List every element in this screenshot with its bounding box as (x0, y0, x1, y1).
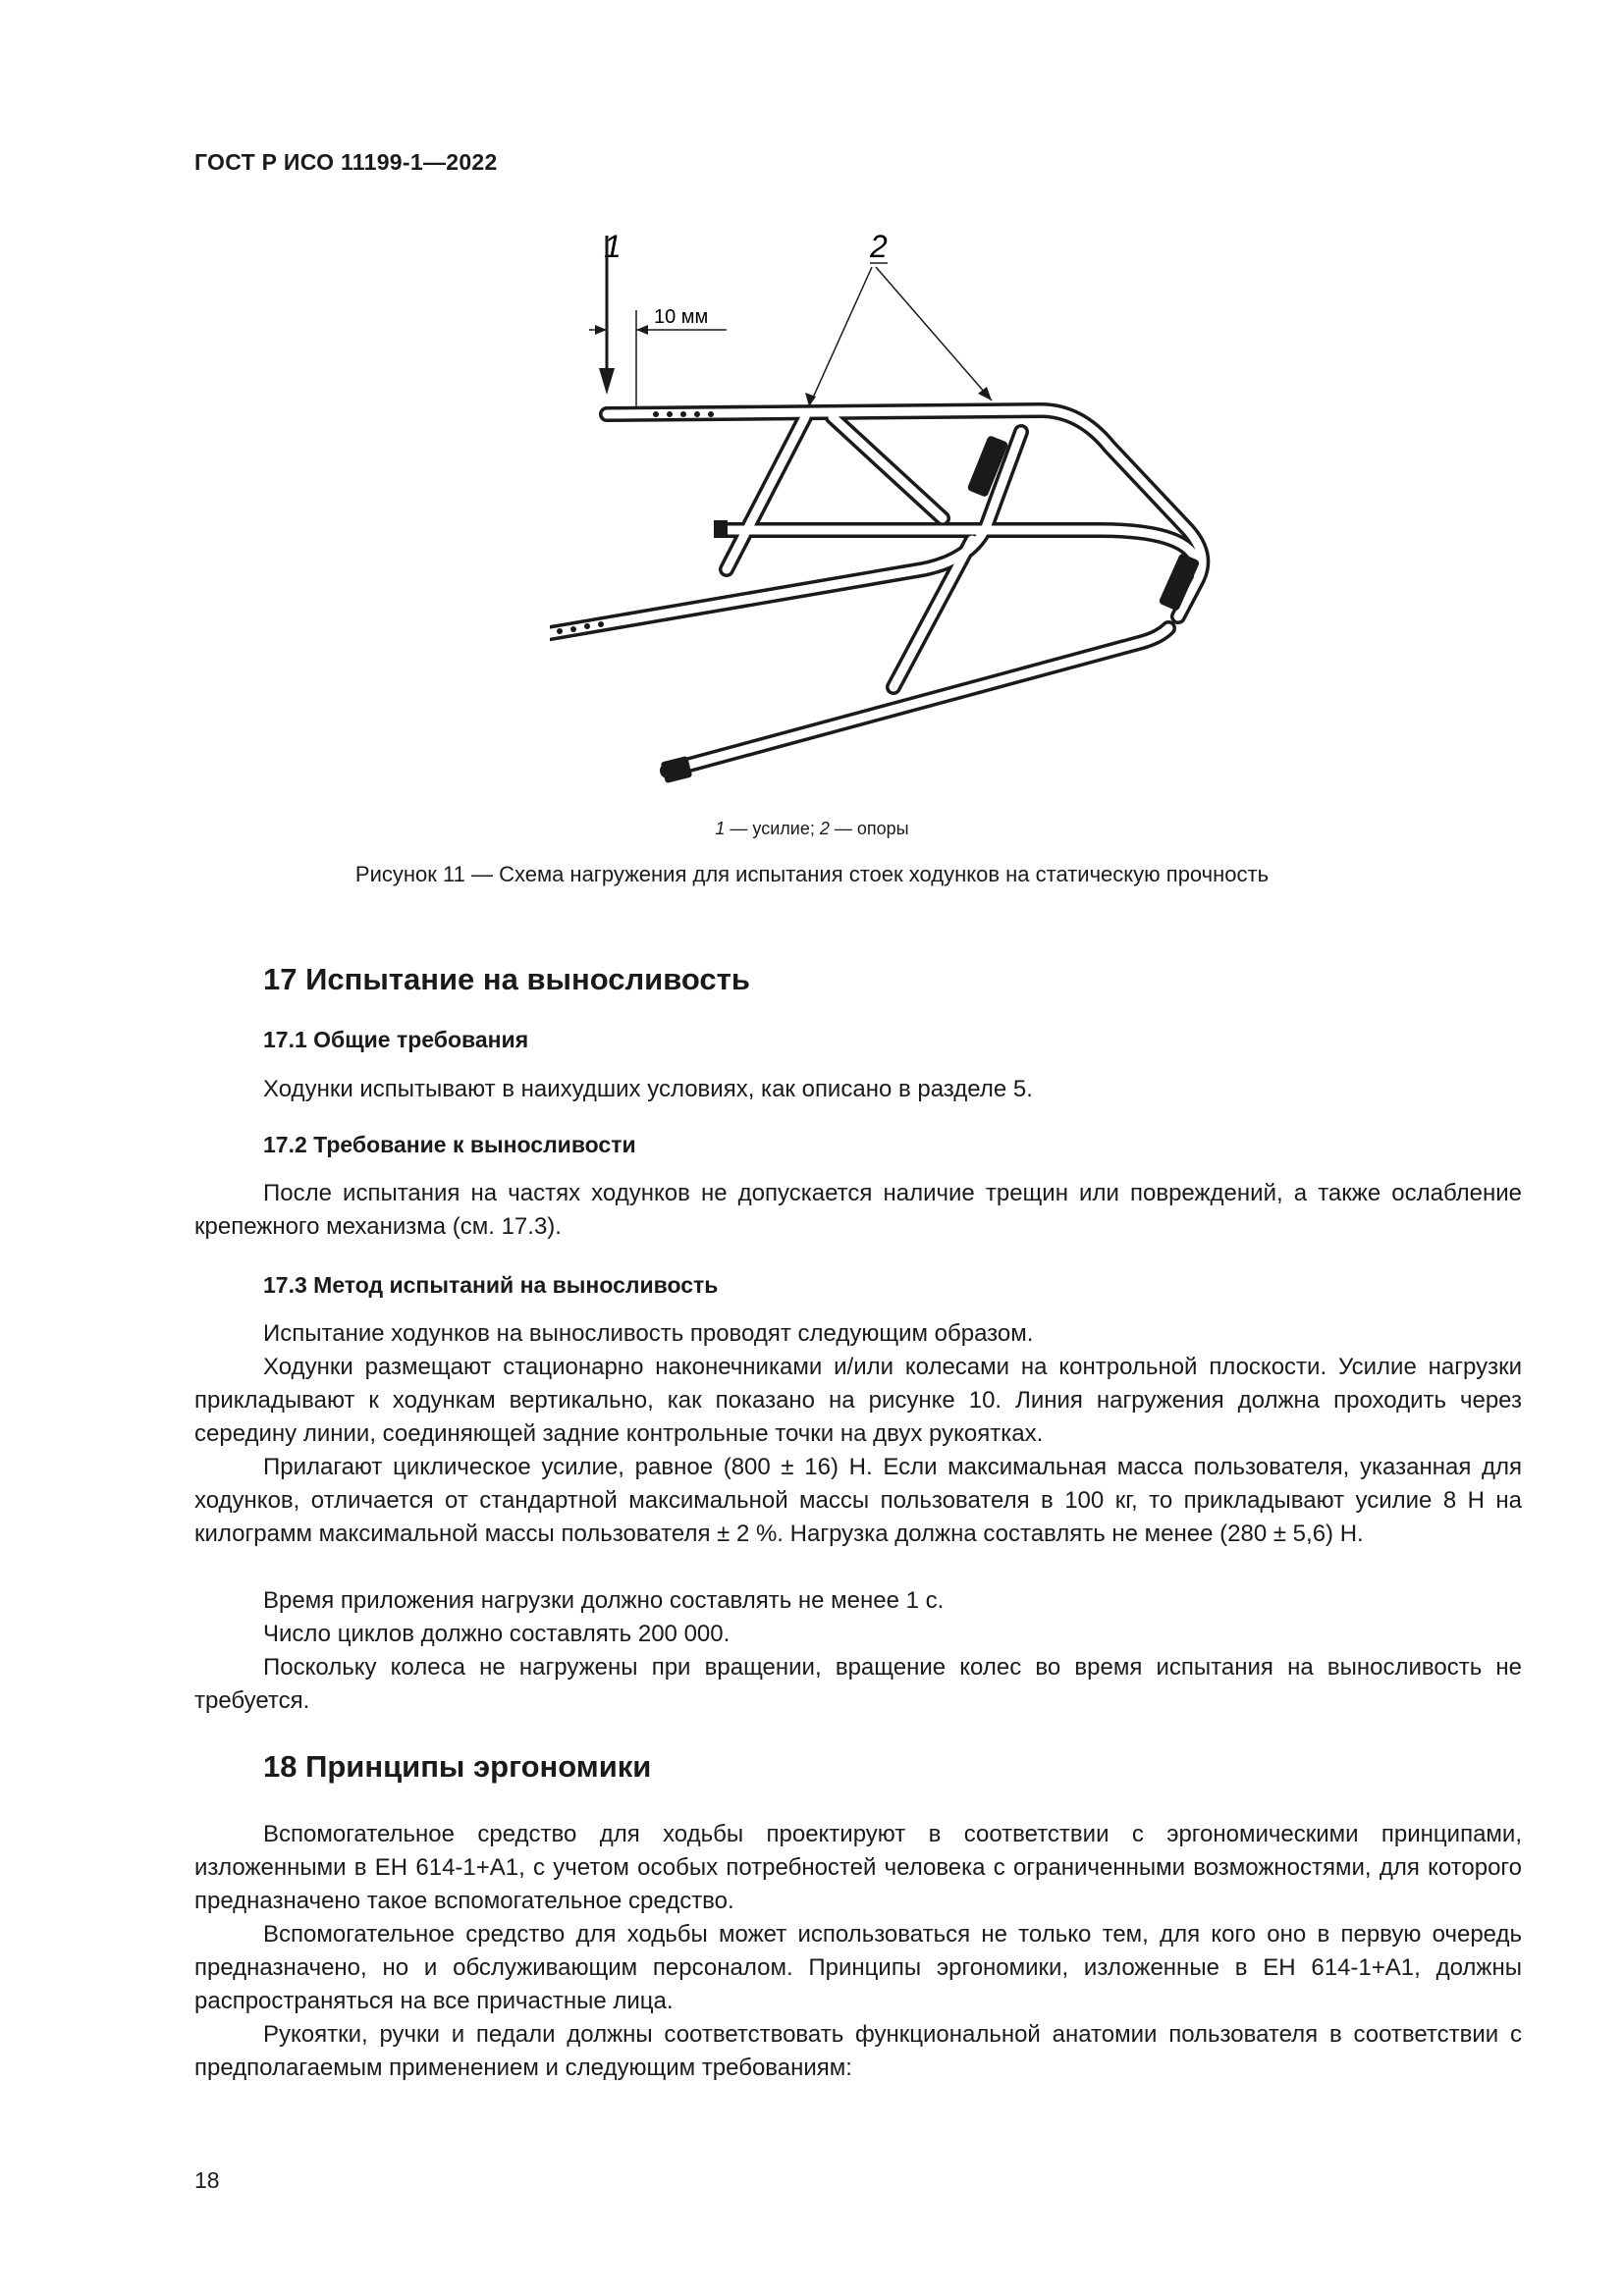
section-18-paragraph-1: Вспомогательное средство для ходьбы проектируют в соответствии с эргономическими принципами, изложенными в ЕН 614-1+А1, с учетом особых потребностей человека с ограниченными возможностями, для которого предназначено такое вспомогательное средство. (194, 1821, 1522, 1914)
section-17-3-heading: 17.3 Метод испытаний на выносливость (263, 1272, 719, 1298)
callout-1: 1 (604, 229, 622, 264)
rubber-tips (550, 520, 728, 783)
section-17-3-paragraph-6: Поскольку колеса не нагружены при вращении, вращение колес во время испытания на выносливость не требуется. (194, 1654, 1522, 1714)
section-17-3-paragraph-1: Испытание ходунков на выносливость проводят следующим образом. (263, 1320, 1034, 1347)
section-18-heading: 18 Принципы эргономики (263, 1749, 652, 1784)
section-17-3-paragraph-4: Время приложения нагрузки должно составлять не менее 1 с. (263, 1587, 945, 1614)
section-17-2-heading: 17.2 Требование к выносливости (263, 1132, 636, 1157)
figure-legend (0, 819, 1624, 839)
section-18-paragraph-3: Рукоятки, ручки и педали должны соответствовать функциональной анатомии пользователя в соответствии с предполагаемым применением и следующим требованиям: (194, 2021, 1522, 2081)
section-17-1-paragraph: Ходунки испытывают в наихудших условиях, как описано в разделе 5. (263, 1076, 1033, 1102)
section-18-paragraph-2: Вспомогательное средство для ходьбы может использоваться не только тем, для кого оно в первую очередь предназначено, но и обслуживающим персоналом. Принципы эргономики, изложенные в ЕН 614-1+А1, должны распространяться на все причастные лица. (194, 1921, 1522, 2014)
walker-loading-diagram (550, 221, 1237, 810)
dimension-10mm (589, 306, 727, 412)
legend-text-2: — опоры (829, 819, 909, 838)
section-17-2-paragraph: После испытания на частях ходунков не допускается наличие трещин или повреждений, а также ослабление крепежного механизма (см. 17.3). (194, 1180, 1522, 1240)
section-17-3-paragraph-2: Ходунки размещают стационарно наконечниками и/или колесами на контрольной плоскости. Усилие нагрузки прикладывают к ходункам вертикально, как показано на рисунке 10. Линия нагружения должна проходить через середину линии, соединяющей задние контрольные точки на двух рукоятках. (194, 1354, 1522, 1447)
figure-caption: Рисунок 11 — Схема нагружения для испытания стоек ходунков на статическую прочность (354, 862, 1270, 886)
dimension-label: 10 мм (654, 306, 709, 328)
section-17-heading: 17 Испытание на выносливость (263, 962, 750, 996)
legend-num-2: 2 (819, 819, 830, 838)
document-header: ГОСТ Р ИСО 11199-1—2022 (194, 149, 498, 175)
callout-2: 2 (870, 229, 888, 264)
legend-num-1: 1 (715, 819, 726, 838)
walker-frame (550, 410, 1202, 771)
page-number: 18 (194, 2167, 220, 2193)
section-17-1-heading: 17.1 Общие требования (263, 1027, 529, 1052)
section-17-3-paragraph-3: Прилагают циклическое усилие, равное (800 ± 16) Н. Если максимальная масса пользователя, указанная для ходунков, отличается от стандартной максимальной массы пользователя в 100 кг, то прикладывают усилие 8 Н на килограмм максимальной массы пользователя ± 2 %. Нагрузка должна составлять не менее (280 ± 5,6) Н. (194, 1454, 1522, 1547)
legend-text-1: — усилие; (725, 819, 820, 838)
section-17-3-paragraph-5: Число циклов должно составлять 200 000. (263, 1621, 731, 1647)
